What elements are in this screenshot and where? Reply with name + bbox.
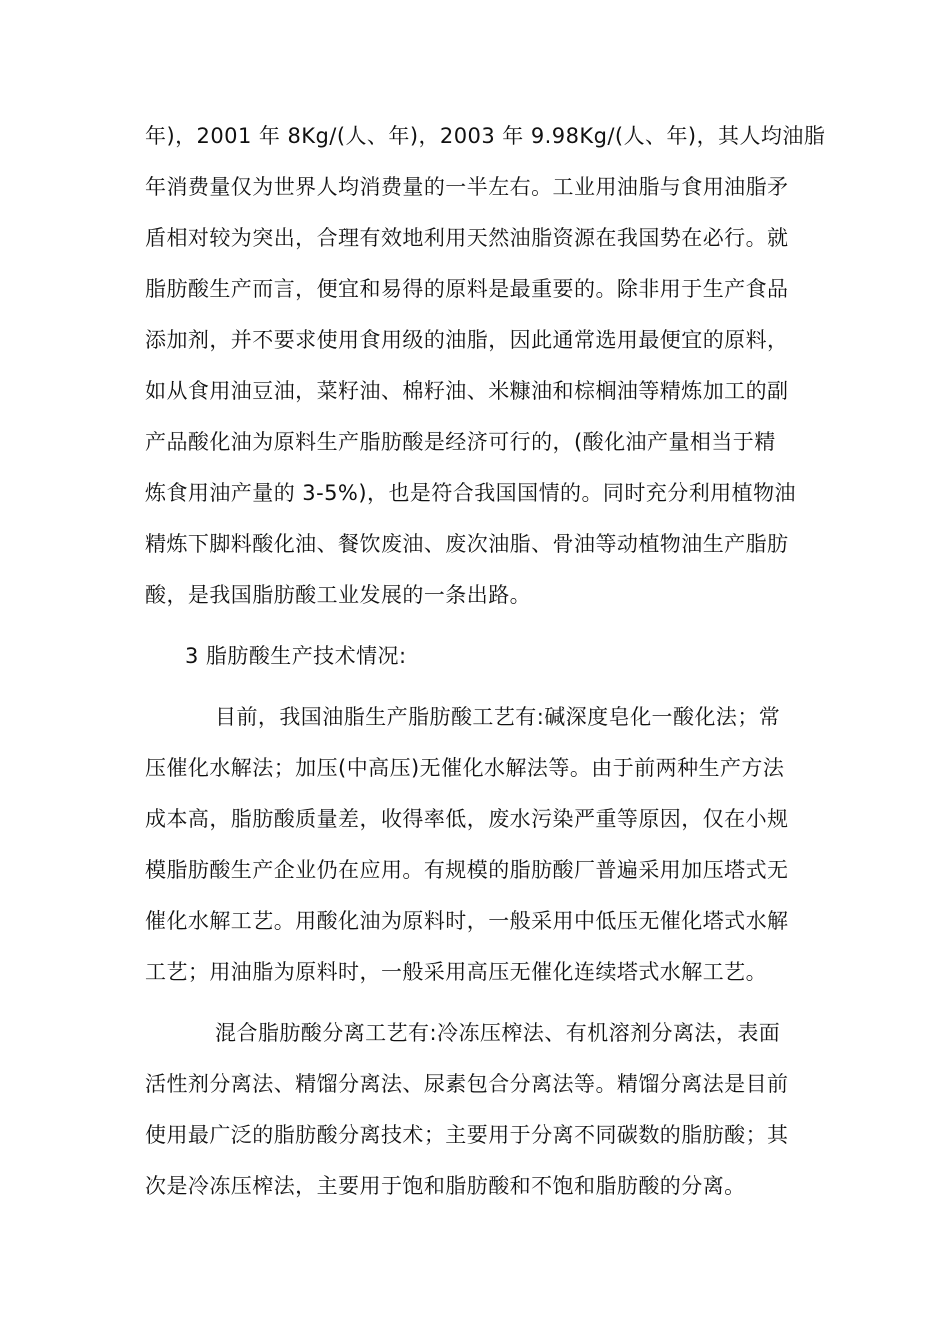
paragraph-line: 如从食用油豆油，菜籽油、棉籽油、米糠油和棕榈油等精炼加工的副 <box>145 379 789 403</box>
paragraph-line: 工艺；用油脂为原料时，一般采用高压无催化连续塔式水解工艺。 <box>145 960 768 984</box>
paragraph-line: 年)，2001 年 8Kg/(人、年)，2003 年 9.98Kg/(人、年)，其人均油脂 <box>145 124 826 148</box>
paragraph-line: 催化水解工艺。用酸化油为原料时，一般采用中低压无催化塔式水解 <box>145 909 789 933</box>
paragraph-line: 目前，我国油脂生产脂肪酸工艺有:碱深度皂化一酸化法；常 <box>215 705 781 729</box>
paragraph-line: 添加剂，并不要求使用食用级的油脂，因此通常选用最便宜的原料， <box>145 328 789 352</box>
paragraph-line: 年消费量仅为世界人均消费量的一半左右。工业用油脂与食用油脂矛 <box>145 175 789 199</box>
paragraph-line: 酸，是我国脂肪酸工业发展的一条出路。 <box>145 583 532 607</box>
paragraph-line: 脂肪酸生产而言，便宜和易得的原料是最重要的。除非用于生产食品 <box>145 277 789 301</box>
section-heading: 3 脂肪酸生产技术情况: <box>185 644 407 668</box>
paragraph-line: 盾相对较为突出，合理有效地利用天然油脂资源在我国势在必行。就 <box>145 226 789 250</box>
paragraph-line: 产品酸化油为原料生产脂肪酸是经济可行的，(酸化油产量相当于精 <box>145 430 776 454</box>
paragraph-line: 混合脂肪酸分离工艺有:冷冻压榨法、有机溶剂分离法，表面 <box>215 1021 781 1045</box>
paragraph-line: 压催化水解法；加压(中高压)无催化水解法等。由于前两种生产方法 <box>145 756 785 780</box>
paragraph-line: 活性剂分离法、精馏分离法、尿素包合分离法等。精馏分离法是目前 <box>145 1072 789 1096</box>
paragraph-line: 次是冷冻压榨法，主要用于饱和脂肪酸和不饱和脂肪酸的分离。 <box>145 1174 746 1198</box>
paragraph-line: 使用最广泛的脂肪酸分离技术；主要用于分离不同碳数的脂肪酸；其 <box>145 1123 789 1147</box>
paragraph-line: 模脂肪酸生产企业仍在应用。有规模的脂肪酸厂普遍采用加压塔式无 <box>145 858 789 882</box>
paragraph-line: 成本高，脂肪酸质量差，收得率低，废水污染严重等原因，仅在小规 <box>145 807 789 831</box>
paragraph-line: 炼食用油产量的 3-5%)，也是符合我国国情的。同时充分利用植物油 <box>145 481 796 505</box>
paragraph-line: 精炼下脚料酸化油、餐饮废油、废次油脂、骨油等动植物油生产脂肪 <box>145 532 789 556</box>
